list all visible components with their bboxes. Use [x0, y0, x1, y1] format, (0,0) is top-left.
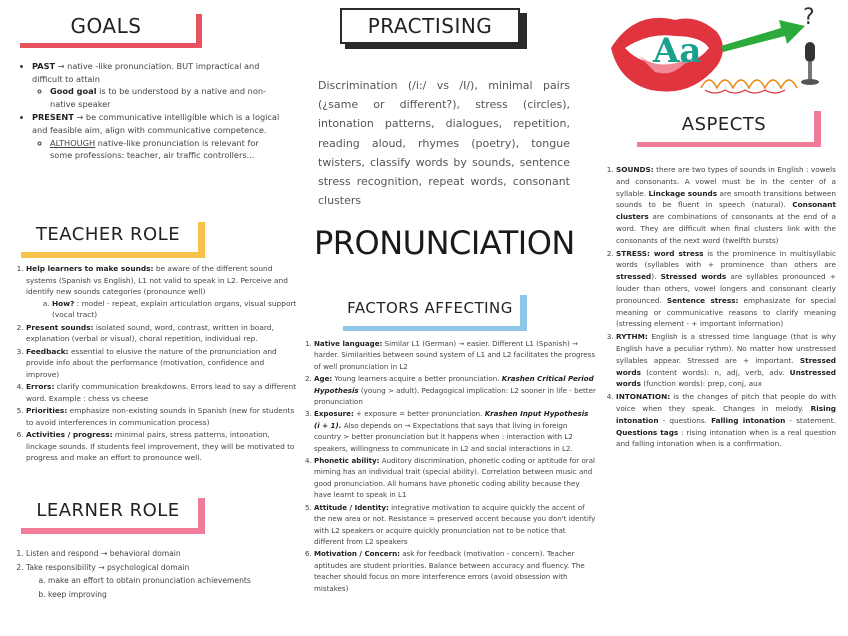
- teacher-item: 5. Priorities: emphasize non-existing sounds in Spanish (new for students to avoid interferences in communication process): [26, 405, 298, 428]
- teacher-item: 2. Present sounds: isolated sound, word, contrast, written in board, explanation (verbal or visual), choral repetition, individual rep.: [26, 322, 298, 345]
- aspect-item-sounds: 1. SOUNDS: there are two types of sounds in English : vowels and consonants. A vowel must be in the center of a syllable. Linckage sounds are smooth transitions between sounds to be fluent in speech (natural). Consonant clusters are combinations of consonants at the end of a word. They are difficult when final clusters link with the consonants of the next word (twelfth bursts): [616, 164, 836, 247]
- teacher-section: [14, 263, 298, 465]
- factors-heading: [340, 290, 520, 326]
- aspects-section: [606, 164, 836, 451]
- teacher-heading-text: TEACHER ROLE: [35, 223, 181, 245]
- sound-wave-red: [705, 90, 785, 93]
- aspect-item-intonation: 4. INTONATION: is the changes of pitch that people do with voice when they speak. Changes in melody. Rising intonation - questions. Falling intonation - statement. Questions tags : rising intonation when is a real question and falling intonation when is a confirmation.: [616, 391, 836, 450]
- teacher-item: 6. Activities / progress: minimal pairs, stress patterns, intonation, linckage sounds. If students feel improvement, they will be motivated to progress and make an effort to pronounce well.: [26, 429, 298, 464]
- practising-heading: [340, 8, 520, 44]
- aspects-heading-text: ASPECTS: [681, 113, 767, 135]
- factor-item: 5. Attitude / Identity: integrative motivation to acquire quickly the accent of the new area or not. Resistance = preserved accent because you don't identify with L2 speakers or acquire quickly pronunciation not to be notice that different from L2 speakers: [314, 502, 596, 548]
- factor-item: 4. Phonetic ability: Auditory discrimination, phonetic coding or aptitude for oral miming has an individual trait (special ability). Correlation between music and good pronunciation. All humans have phonetic coding ability because they have learnt to speak in L1: [314, 455, 596, 501]
- learner-subitem: b. keep improving: [48, 588, 264, 601]
- aspect-item-stress: 2. STRESS: word stress is the prominence in multisyllabic words (syllables with + prominence than others are stressed). Stressed words are syllables pronounced + louder than others, vowel longers and consonant clearly pronounced. Sentence stress: emphasizate for special meaning or communicative reasons to clarify meaning (stressing element - + important information): [616, 248, 836, 331]
- goals-item-past: • PAST → native -like pronunciation. BUT impractical and difficult to attain ◦ Good goal is to be understood by a native and non-native speaker: [32, 60, 280, 110]
- question-mark: ?: [803, 5, 815, 30]
- learner-item: 2. Take responsibility → psychological domain a. make an effort to obtain pronunciation achievements b. keep improving: [26, 561, 264, 601]
- teacher-heading: [18, 216, 198, 252]
- teacher-item: 4. Errors: clarify communication breakdowns. Errors lead to say a different word. Example : chess vs cheese: [26, 381, 298, 404]
- factor-item: 3. Exposure: + exposure = better pronunciation. Krashen Input Hypothesis (i + 1). Also depends on → Expectations that says that living in foreign country > better pronunciation but it happens when : interaction with L2 speakers, willingness to communicate in L2 and social interactions in L2.: [314, 408, 596, 454]
- goals-subitem-although: ◦ ALTHOUGH native-like pronunciation is relevant for some professions: teacher, air traffic controllers...: [50, 137, 280, 162]
- learner-subitem: a. make an effort to obtain pronunciation achievements: [48, 574, 264, 587]
- sound-wave-icon: [701, 80, 797, 88]
- factor-item: 1. Native language: Similar L1 (German) → easier. Different L1 (Spanish) → harder. Similarities between sound system of L1 and L2 facilitates the progress of well pronunciation in L2: [314, 338, 596, 372]
- aspects-heading: [634, 106, 814, 142]
- page-title: PRONUNCIATION: [314, 224, 575, 262]
- goals-heading: [16, 9, 196, 43]
- pronunciation-illustration: [605, 2, 841, 100]
- goals-subitem-good-goal: ◦ Good goal is to be understood by a native and non-native speaker: [50, 85, 280, 110]
- teacher-subitem-how: a. How? : model - repeat, explain articulation organs, visual support (vocal tract): [52, 298, 298, 321]
- aa-letters: Aa: [653, 31, 702, 71]
- learner-item: 1. Listen and respond → behavioral domain: [26, 547, 264, 560]
- goals-heading-text: GOALS: [70, 14, 142, 38]
- factor-item: 6. Motivation / Concern: ask for feedback (motivation - concern). Teacher aptitudes are student priorities. Balance between accuracy and fluency. The teacher should focus on more interference errors (avoid obsession with mistakes): [314, 548, 596, 594]
- practising-text: Discrimination (/i:/ vs /I/), minimal pairs (¿same or different?), stress (circles), intonation patterns, dialogues, repetition, reading aloud, rhymes (poetry), tongue twisters, classify words by sounds, sentence stress recognition, repeat words, consonant clusters: [318, 79, 570, 208]
- green-arrow: [721, 20, 805, 52]
- goals-item-present: • PRESENT → be communicative intelligible which is a logical and feasible aim, align with communicative competence. ◦ ALTHOUGH native-like pronunciation is relevant for some professions: teacher, air traffic controllers...: [32, 111, 280, 161]
- practising-heading-text: PRACTISING: [367, 14, 493, 38]
- goals-section: [18, 60, 280, 163]
- microphone-icon: [801, 42, 819, 85]
- factors-heading-text: FACTORS AFFECTING: [347, 299, 513, 317]
- teacher-item: 1. Help learners to make sounds: be aware of the different sound systems (Spanish vs English), L1 not valid to speak in L2. Perceive and identify new sounds categories (pronounce well) a. How? : model - repeat, explain articulation organs, visual support (vocal tract): [26, 263, 298, 321]
- factor-item: 2. Age: Young learners acquire a better pronunciation. Krashen Critical Period Hypothesis (young > adult). Pedagogical implication: L2 sooner in life - better pronunciation: [314, 373, 596, 407]
- learner-heading: [18, 492, 198, 528]
- teacher-item: 3. Feedback: essential to elusive the nature of the pronunciation and provide info about the performance (motivation, confidence and improve): [26, 346, 298, 381]
- learner-section: [14, 547, 264, 602]
- factors-section: [304, 338, 596, 595]
- learner-heading-text: LEARNER ROLE: [36, 499, 180, 521]
- aspect-item-rythm: 3. RYTHM: English is a stressed time language (that is why English have a peculiar rythm). No matter how unstressed syllables appear. Stressed are + important. Stressed words (content words): n, adj, verb, adv. Unstressed words (function words): prep, conj, aux: [616, 331, 836, 390]
